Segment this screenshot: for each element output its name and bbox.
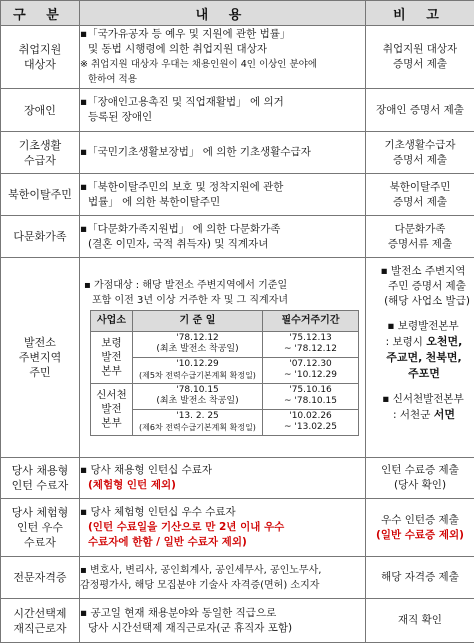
note-line: 증명서 제출 <box>366 153 474 168</box>
content-line: ▪ 공고일 현재 채용분야와 동일한 직급으로 <box>80 606 365 621</box>
base-date: '10.12.29 <box>135 359 260 371</box>
content-cell <box>80 26 366 89</box>
period-end: ~ '13.02.25 <box>265 422 356 434</box>
category-cell: 전문자격증 <box>1 557 80 599</box>
row-basic-livelihood <box>1 132 474 174</box>
note-line-red: (일반 수료증 제외) <box>366 528 474 543</box>
residency-header-period: 필수거주기간 <box>263 310 359 331</box>
category-line: 수료자 <box>1 535 79 550</box>
note-line: ▪ 발전소 주변지역 <box>372 264 474 279</box>
note-line: (해당 사업소 발급) <box>372 294 474 309</box>
period-cell <box>263 357 359 383</box>
row-professional <box>1 557 474 599</box>
note-line: 기초생활수급자 <box>366 138 474 153</box>
category-cell <box>1 599 80 643</box>
note-cell <box>366 132 474 174</box>
category-line: 주변지역 <box>1 350 79 365</box>
content-line: ▪「국민기초생활보장법」 에 의한 기초생활수급자 <box>80 145 365 160</box>
residency-header-date: 기 준 일 <box>133 310 263 331</box>
town-name: 천북면, <box>426 351 462 364</box>
period-cell <box>263 383 359 409</box>
office-line: 발전 <box>93 402 130 416</box>
category-cell <box>1 132 80 174</box>
content-cell <box>80 174 366 216</box>
period-end: ~ '10.12.29 <box>265 370 356 382</box>
row-multicultural <box>1 216 474 258</box>
residency-table <box>90 310 359 436</box>
category-line: 당사 체험형 <box>1 505 79 520</box>
office-boryeong <box>91 331 133 383</box>
note-cell <box>366 174 474 216</box>
note-cell: 장애인 증명서 제출 <box>366 89 474 132</box>
base-date-desc: (최초 발전소 착공일) <box>135 344 260 356</box>
exclusion-note: 수료자에 한함 / 일반 수료자 제외) <box>80 535 365 550</box>
category-line: 수급자 <box>1 153 79 168</box>
note-prefix: : 서천군 <box>393 409 430 421</box>
office-line: 본부 <box>93 416 130 430</box>
content-line: 등록된 장애인 <box>80 110 365 125</box>
table-row <box>91 331 359 357</box>
note-line: 증명서류 제출 <box>366 237 474 252</box>
content-line: 법률」 에 의한 북한이탈주민 <box>80 195 365 210</box>
residency-header-row <box>91 310 359 331</box>
content-cell <box>80 499 366 557</box>
base-date-cell <box>133 409 263 435</box>
category-line: 인턴 우수 <box>1 520 79 535</box>
office-line: 본부 <box>93 364 130 378</box>
content-cell <box>80 258 366 458</box>
period-end: ~ '78.12.12 <box>265 344 356 356</box>
base-date: '13. 2. 25 <box>135 411 260 423</box>
town-name: 서면 <box>434 408 455 421</box>
content-line: ▪「장애인고용촉진 및 직업재활법」 에 의거 <box>80 95 365 110</box>
header-row <box>1 1 474 26</box>
content-line: (결혼 이민자, 국적 취득자) 및 직계자녀 <box>80 237 365 252</box>
category-line: 취업지원 <box>1 42 79 57</box>
period-start: '75.12.13 <box>265 333 356 345</box>
content-line: ▪ 당사 채용형 인턴십 수료자 <box>80 463 365 478</box>
category-line: 시간선택제 <box>1 606 79 621</box>
content-cell <box>80 216 366 258</box>
category-line: 기초생활 <box>1 138 79 153</box>
category-cell <box>1 499 80 557</box>
content-line: 한하여 적용 <box>80 72 365 87</box>
note-line: 다문화가족 <box>366 222 474 237</box>
header-note: 비 고 <box>366 1 474 26</box>
header-content: 내 용 <box>80 1 366 26</box>
content-line: ▪ 당사 체험형 인턴십 우수 수료자 <box>80 505 365 520</box>
office-line: 발전 <box>93 350 130 364</box>
note-cell: 재직 확인 <box>366 599 474 643</box>
content-cell <box>80 132 366 174</box>
content-line: ※ 취업지원 대상자 우대는 채용인원이 4인 이상인 분야에 <box>80 57 365 72</box>
note-cell: 해당 자격증 제출 <box>366 557 474 599</box>
period-end: ~ '78.10.15 <box>265 396 356 408</box>
content-line: ▪「국가유공자 등 예우 및 지원에 관한 법률」 <box>80 27 365 42</box>
content-line: 감정평가사, 해당 모집분야 기술사 자격증(면허) 소지자 <box>80 578 365 593</box>
office-sinseocheon <box>91 383 133 435</box>
base-date: '78.12.12 <box>135 333 260 345</box>
category-cell <box>1 258 80 458</box>
note-line: 주민 증명서 제출 <box>372 279 474 294</box>
row-parttime <box>1 599 474 643</box>
category-line: 발전소 <box>1 335 79 350</box>
base-date-cell <box>133 357 263 383</box>
content-line: ▪「북한이탈주민의 보호 및 정착지원에 관한 <box>80 180 365 195</box>
office-line: 신서천 <box>93 388 130 402</box>
note-cell <box>366 499 474 557</box>
note-line: 우수 인턴증 제출 <box>366 513 474 528</box>
category-cell <box>1 26 80 89</box>
note-cell <box>366 26 474 89</box>
row-plant-residents <box>1 258 474 458</box>
row-disabled <box>1 89 474 132</box>
base-date-cell <box>133 331 263 357</box>
header-category: 구 분 <box>1 1 80 26</box>
note-line: 증명서 제출 <box>366 57 474 72</box>
category-cell: 다문화가족 <box>1 216 80 258</box>
category-line: 인턴 수료자 <box>1 478 79 493</box>
exclusion-note: (인턴 수료일을 기산으로 만 2년 이내 우수 <box>80 520 365 535</box>
note-prefix: : 보령시 <box>386 336 423 348</box>
period-start: '10.02.26 <box>265 411 356 423</box>
base-date-desc: (제6차 전력수급기본계획 확정일) <box>135 422 260 434</box>
row-defector <box>1 174 474 216</box>
town-name: 주교면, <box>386 351 422 364</box>
content-cell <box>80 557 366 599</box>
content-cell <box>80 89 366 132</box>
content-line: ▪ 변호사, 변리사, 공인회계사, 공인세무사, 공인노무사, <box>80 563 365 578</box>
category-line: 대상자 <box>1 57 79 72</box>
content-cell <box>80 458 366 499</box>
category-line: 주민 <box>1 365 79 380</box>
period-cell <box>263 409 359 435</box>
period-start: '75.10.16 <box>265 385 356 397</box>
note-line: ▪ 신서천발전본부 <box>372 392 474 407</box>
note-line: 증명서 제출 <box>366 195 474 210</box>
note-line: ▪ 보령발전본부 <box>372 319 474 334</box>
base-date: '78.10.15 <box>135 385 260 397</box>
note-line: 취업지원 대상자 <box>366 42 474 57</box>
note-line: (당사 확인) <box>366 478 474 493</box>
note-line: 북한이탈주민 <box>366 180 474 195</box>
exclusion-note: (체험형 인턴 제외) <box>80 478 365 493</box>
base-date-desc: (최초 발전소 착공일) <box>135 396 260 408</box>
category-cell <box>1 458 80 499</box>
town-name: 주포면 <box>408 367 440 380</box>
residency-header-office: 사업소 <box>91 310 133 331</box>
office-line: 보령 <box>93 336 130 350</box>
note-cell <box>366 216 474 258</box>
content-cell <box>80 599 366 643</box>
content-line: ▪ 가점대상 : 해당 발전소 주변지역에서 기준일 <box>84 278 361 293</box>
category-line: 재직근로자 <box>1 621 79 636</box>
row-intern-hire <box>1 458 474 499</box>
content-line: 당사 시간선택제 재직근로자(군 휴직자 포함) <box>80 621 365 636</box>
note-cell <box>366 258 474 458</box>
category-cell: 장애인 <box>1 89 80 132</box>
row-employment-support <box>1 26 474 89</box>
content-line: 포함 이전 3년 이상 거주한 자 및 그 직계자녀 <box>84 293 361 308</box>
content-line: 및 동법 시행령에 의한 취업지원 대상자 <box>80 42 365 57</box>
category-line: 당사 채용형 <box>1 463 79 478</box>
note-cell <box>366 458 474 499</box>
row-intern-experience <box>1 499 474 557</box>
table-row <box>91 383 359 409</box>
town-name: 오천면, <box>426 335 462 348</box>
category-cell: 북한이탈주민 <box>1 174 80 216</box>
base-date-desc: (제5차 전력수급기본계획 확정일) <box>135 370 260 382</box>
content-line: ▪「다문화가족지원법」 에 의한 다문화가족 <box>80 222 365 237</box>
period-cell <box>263 331 359 357</box>
note-line: 인턴 수료증 제출 <box>366 463 474 478</box>
base-date-cell <box>133 383 263 409</box>
period-start: '07.12.30 <box>265 359 356 371</box>
